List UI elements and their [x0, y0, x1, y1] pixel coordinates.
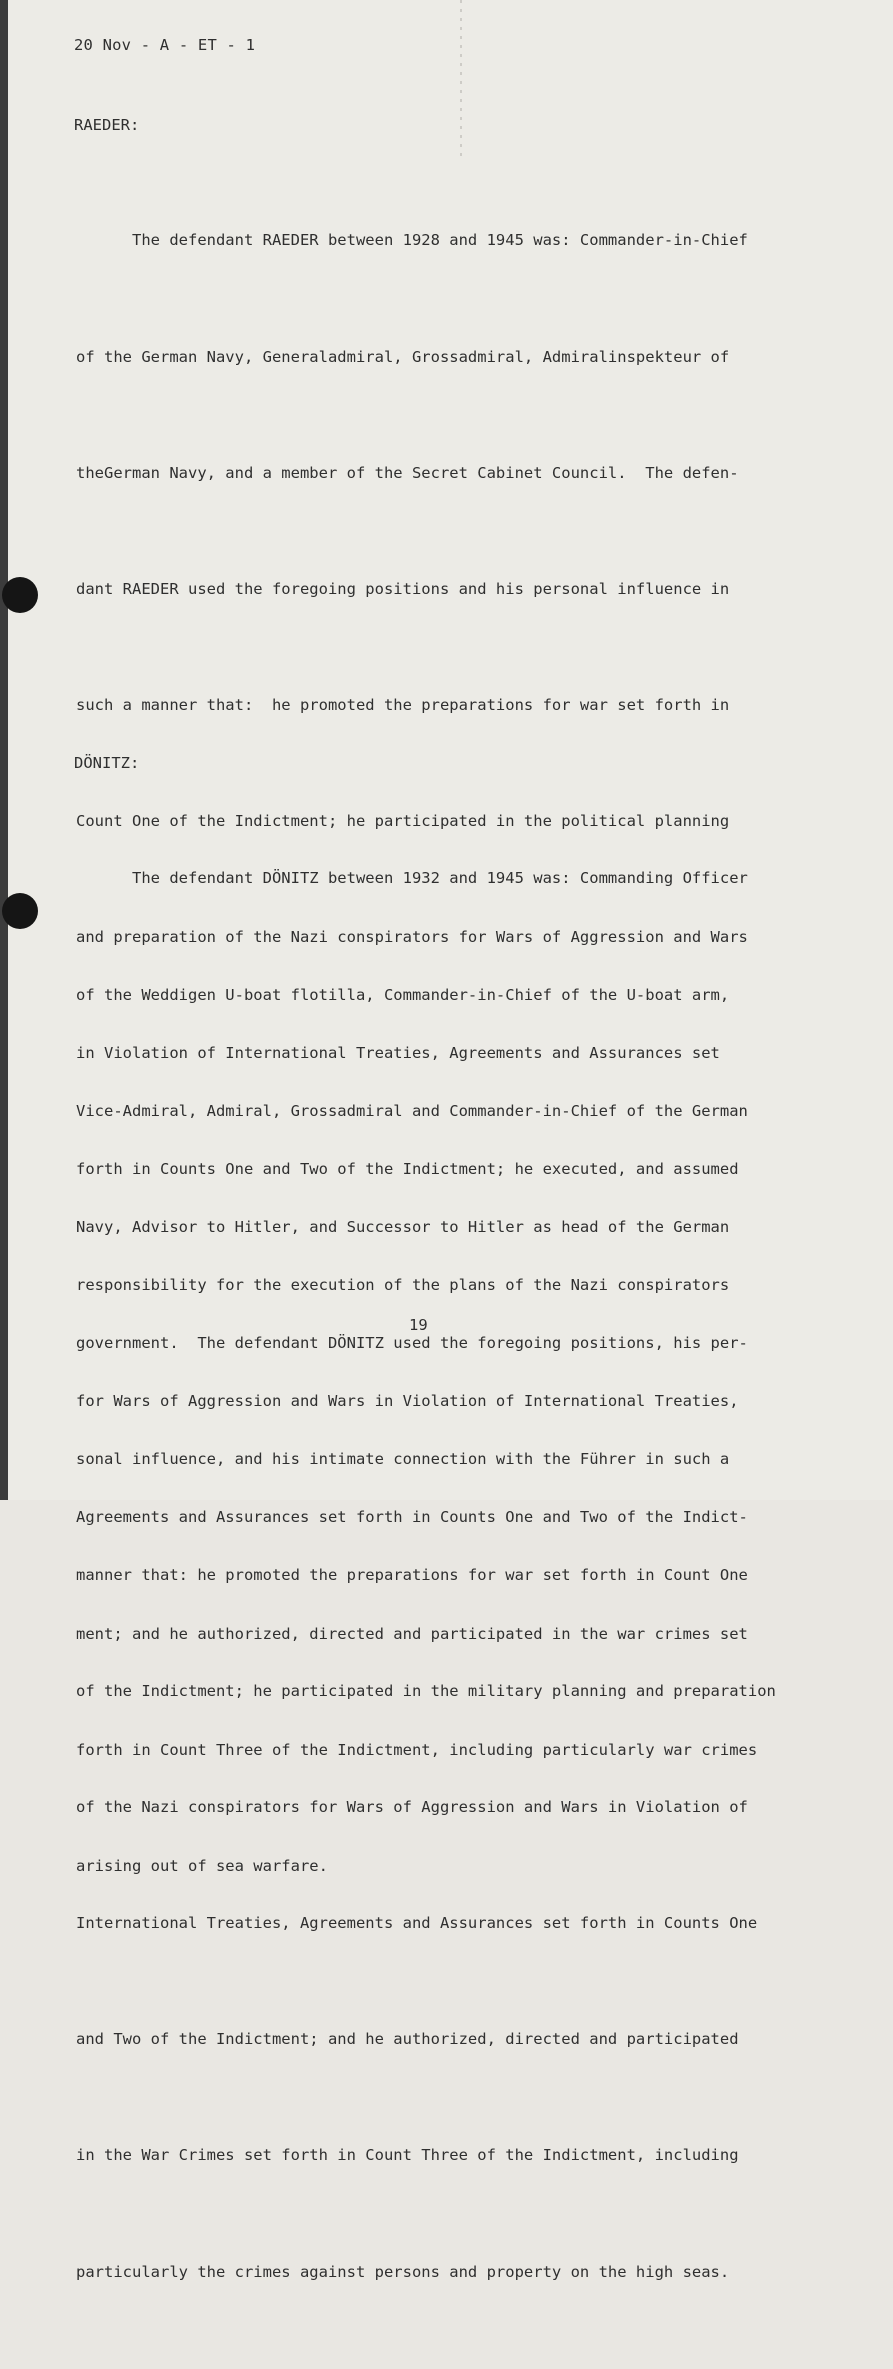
- text-line: of the Indictment; he participated in the military planning and preparation: [76, 1682, 776, 1701]
- text-line: International Treaties, Agreements and Assurances set forth in Counts One: [76, 1914, 758, 1933]
- fold-crease: [460, 0, 462, 160]
- document-reference: 20 Nov - A - ET - 1: [74, 36, 256, 54]
- text-line: and preparation of the Nazi conspirators for Wars of Aggression and Wars: [76, 927, 748, 946]
- text-line: Vice-Admiral, Admiral, Grossadmiral and Commander-in-Chief of the German: [76, 1101, 748, 1120]
- text-line: manner that: he promoted the preparations for war set forth in Count One: [76, 1565, 748, 1584]
- text-line: The defendant DÖNITZ between 1932 and 1945 was: Commanding Officer: [76, 869, 748, 888]
- text-line: particularly the crimes against persons and property on the high seas.: [76, 2262, 730, 2281]
- text-line: of the German Navy, Generaladmiral, Grossadmiral, Admiralinspekteur of: [76, 347, 730, 366]
- section-heading-donitz: DÖNITZ:: [74, 754, 140, 772]
- punch-hole: [2, 893, 38, 929]
- text-line: arising out of sea warfare.: [76, 1856, 328, 1875]
- text-line: in Violation of International Treaties, Agreements and Assurances set: [76, 1044, 720, 1063]
- text-line: theGerman Navy, and a member of the Secret Cabinet Council. The defen-: [76, 463, 739, 482]
- text-line: such a manner that: he promoted the preparations for war set forth in: [76, 695, 730, 714]
- text-line: of the Nazi conspirators for Wars of Aggression and Wars in Violation of: [76, 1798, 748, 1817]
- text-line: ment; and he authorized, directed and participated in the war crimes set: [76, 1624, 748, 1643]
- text-line: government. The defendant DÖNITZ used the foregoing positions, his per-: [76, 1333, 748, 1352]
- text-line: Navy, Advisor to Hitler, and Successor to Hitler as head of the German: [76, 1217, 730, 1236]
- text-line: Count One of the Indictment; he participated in the political planning: [76, 811, 730, 830]
- page-number: 19: [409, 1316, 428, 1334]
- text-line: in the War Crimes set forth in Count Three of the Indictment, including: [76, 2146, 739, 2165]
- paragraph-donitz: [76, 782, 776, 2369]
- text-line: responsibility for the execution of the plans of the Nazi conspirators: [76, 1276, 730, 1295]
- section-heading-raeder: RAEDER:: [74, 116, 140, 134]
- text-line: and Two of the Indictment; and he authorized, directed and participated: [76, 2030, 739, 2049]
- text-line: dant RAEDER used the foregoing positions and his personal influence in: [76, 579, 730, 598]
- text-line: for Wars of Aggression and Wars in Violation of International Treaties,: [76, 1392, 739, 1411]
- text-line: forth in Count Three of the Indictment, including particularly war crimes: [76, 1740, 758, 1759]
- text-line: The defendant RAEDER between 1928 and 1945 was: Commander-in-Chief: [76, 231, 748, 250]
- text-line: of the Weddigen U-boat flotilla, Commander-in-Chief of the U-boat arm,: [76, 985, 730, 1004]
- punch-hole: [2, 577, 38, 613]
- text-line: sonal influence, and his intimate connection with the Führer in such a: [76, 1449, 730, 1468]
- text-line: forth in Counts One and Two of the Indictment; he executed, and assumed: [76, 1160, 739, 1179]
- text-line: Agreements and Assurances set forth in Counts One and Two of the Indict-: [76, 1508, 748, 1527]
